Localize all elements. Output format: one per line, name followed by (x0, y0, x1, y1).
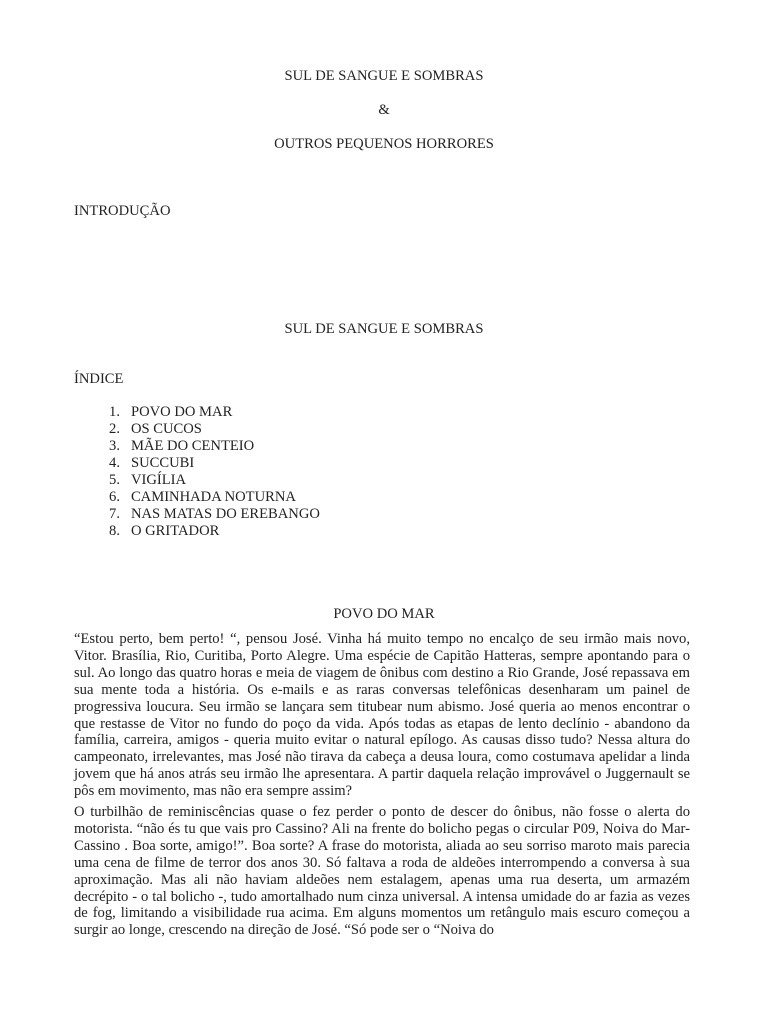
toc-item-number: 6. (109, 489, 120, 505)
toc-item-number: 1. (109, 404, 120, 420)
toc-item (74, 421, 320, 438)
toc-item-number: 2. (109, 421, 120, 437)
toc-item-label: OS CUCOS (130, 421, 202, 437)
body-paragraph-2: O turbilhão de reminiscências quase o fez perder o ponto de descer do ônibus, não fosse o alerta do motorista. “não és tu que vais pro Cassino? Ali na frente do bolicho pegas o circular P09, Noiva do Mar-Cassino . Boa sorte, amigo!”. Boa sorte? A frase do motorista, aliada ao seu sorriso maroto mais parecia uma cena de filme de terror dos anos 30. Só faltava a roda de aldeões interrompendo a conversa à sua aproximação. Mas ali não haviam aldeões nem estalagem, apenas uma rua deserta, um armazém decrépito - o tal bolicho -, tudo amortalhado num cinza universal. A intensa umidade do ar fazia as vezes de fog, limitando a visibilidade rua acima. Em alguns momentos um retângulo mais escuro começou a surgir ao longe, crescendo na direção de José. “Só pode ser o “Noiva do (74, 804, 690, 939)
toc-item-number: 8. (109, 523, 120, 539)
toc-item (74, 472, 320, 489)
chapter-title: POVO DO MAR (333, 606, 435, 622)
body-paragraph-1: “Estou perto, bem perto! “, pensou José. Vinha há muito tempo no encalço de seu irmão mais novo, Vitor. Brasília, Rio, Curitiba, Porto Alegre. Uma espécie de Capitão Hatteras, sempre apontando para o sul. Ao longo das quatro horas e meia de viagem de ônibus com destino a Rio Grande, José repassava em sua mente toda a história. Os e-mails e as raras conversas telefônicas desenharam um painel de progressiva loucura. Seu irmão se lançara sem titubear num abismo. José queria ao menos encontrar o que restasse de Vitor no fundo do poço da vida. Após todas as etapas de lento declínio - abandono da família, carreira, amigos - queria muito evitar o natural epílogo. As causas disso tudo? Nessa altura do campeonato, irrelevantes, mas José não tirava da cabeça a deusa loura, como costumava apelidar a linda jovem que há anos atrás seu irmão lhe apresentara. A partir daquela relação improvável o Juggernault se pôs em movimento, mas não era sempre assim? (74, 631, 690, 800)
intro-heading: INTRODUÇÃO (74, 203, 171, 219)
toc-item (74, 404, 320, 421)
toc-item-label: O GRITADOR (130, 523, 220, 539)
title-ampersand: & (378, 102, 390, 118)
toc-item-label: NAS MATAS DO EREBANGO (130, 506, 320, 522)
toc-item-number: 7. (109, 506, 120, 522)
toc-item-label: VIGÍLIA (130, 472, 187, 488)
toc-item (74, 455, 320, 472)
toc-item (74, 523, 320, 540)
table-of-contents (74, 404, 320, 540)
section-title: SUL DE SANGUE E SOMBRAS (284, 321, 484, 337)
toc-item-number: 3. (109, 438, 120, 454)
toc-item (74, 506, 320, 523)
toc-item (74, 489, 320, 506)
toc-item-label: CAMINHADA NOTURNA (130, 489, 296, 505)
toc-item-label: SUCCUBI (130, 455, 195, 471)
toc-item-number: 5. (109, 472, 120, 488)
book-title-line1: SUL DE SANGUE E SOMBRAS (284, 68, 484, 84)
toc-item-label: POVO DO MAR (130, 404, 233, 420)
book-title-line2: OUTROS PEQUENOS HORRORES (274, 136, 494, 152)
toc-item-label: MÃE DO CENTEIO (130, 438, 255, 454)
toc-item (74, 438, 320, 455)
toc-item-number: 4. (109, 455, 120, 471)
index-heading: ÍNDICE (74, 371, 124, 387)
